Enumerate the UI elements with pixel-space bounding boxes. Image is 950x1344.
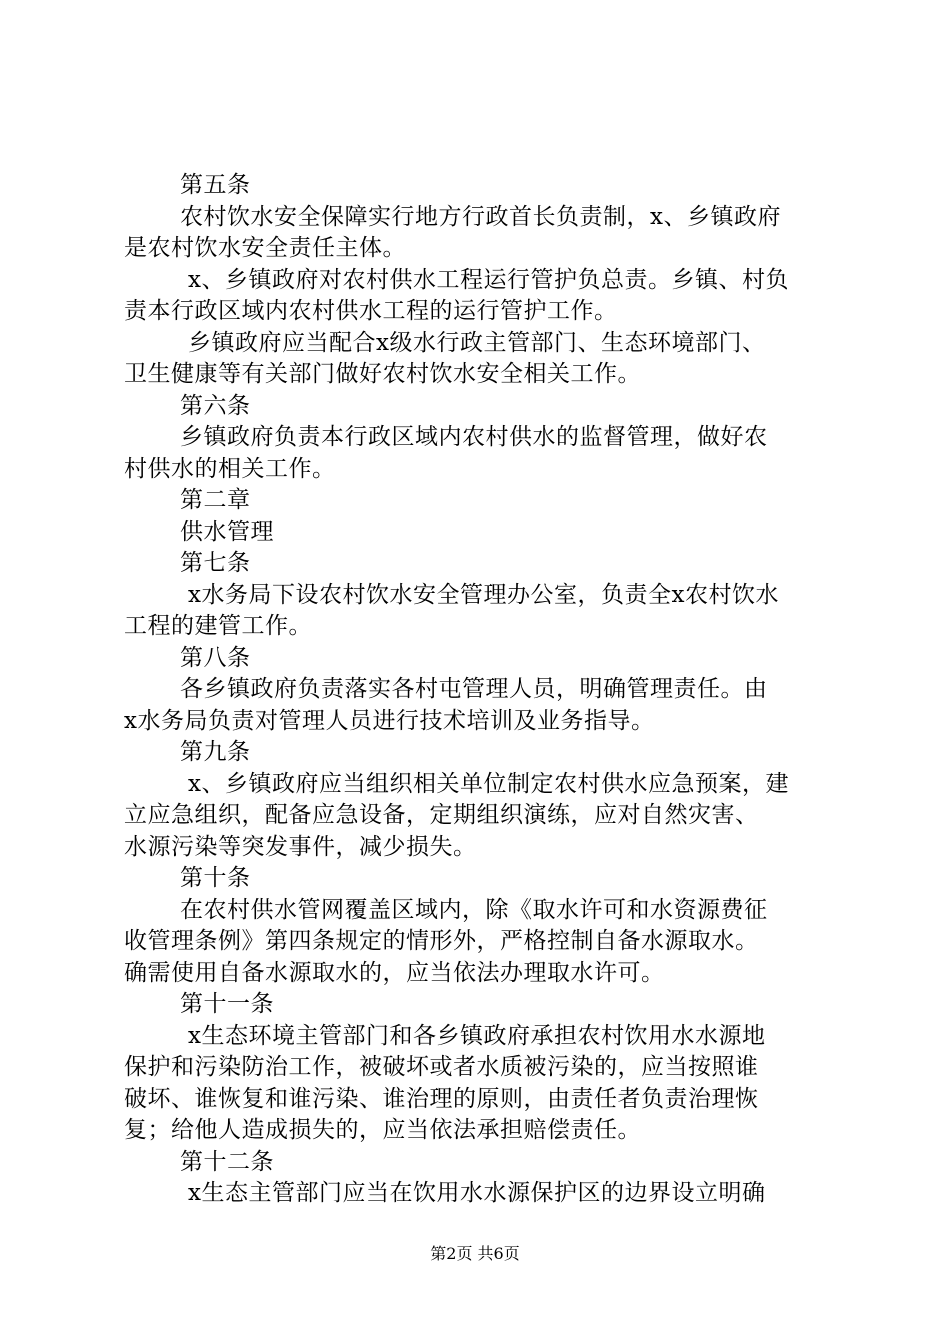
text-line: 工程的建管工作。 <box>124 613 312 639</box>
text-line: 乡镇政府应当配合x级水行政主管部门、生态环境部门、 <box>188 329 766 356</box>
text-line: 第九条 <box>180 739 251 765</box>
document-body <box>124 170 836 1210</box>
text-line: 确需使用自备水源取水的，应当依法办理取水许可。 <box>124 959 665 986</box>
text-line: 第十条 <box>180 865 251 891</box>
text-line: x水务局负责对管理人员进行技术培训及业务指导。 <box>124 707 655 734</box>
text-line: 破坏、谁恢复和谁污染、谁治理的原则，由责任者负责治理恢 <box>124 1085 759 1112</box>
text-line: x生态环境主管部门和各乡镇政府承担农村饮用水水源地 <box>188 1022 766 1049</box>
text-line: x、乡镇政府对农村供水工程运行管护负总责。乡镇、村负 <box>188 266 789 293</box>
text-line: 收管理条例》第四条规定的情形外，严格控制自备水源取水。 <box>124 928 759 954</box>
text-line: 第七条 <box>180 550 251 576</box>
text-line: 供水管理 <box>180 518 274 545</box>
text-line: 复；给他人造成损失的，应当依法承担赔偿责任。 <box>124 1117 641 1143</box>
text-line: 责本行政区域内农村供水工程的运行管护工作。 <box>124 298 618 324</box>
text-line: x水务局下设农村饮水安全管理办公室，负责全x农村饮水 <box>188 581 779 608</box>
text-line: 立应急组织，配备应急设备，定期组织演练，应对自然灾害、 <box>124 802 759 828</box>
page-footer: 第2页 共6页 <box>430 1244 520 1263</box>
text-line: 在农村供水管网覆盖区域内，除《取水许可和水资源费征 <box>180 896 768 923</box>
text-line: 是农村饮水安全责任主体。 <box>124 235 406 261</box>
text-line: 第五条 <box>180 172 251 198</box>
text-line: 第二章 <box>180 487 251 513</box>
text-line: 乡镇政府负责本行政区域内农村供水的监督管理，做好农 <box>180 424 768 450</box>
text-line: 第十一条 <box>180 991 274 1017</box>
text-line: x、乡镇政府应当组织相关单位制定农村供水应急预案，建 <box>188 770 789 797</box>
text-line: 卫生健康等有关部门做好农村饮水安全相关工作。 <box>124 361 641 387</box>
text-line: 第六条 <box>180 392 251 419</box>
text-line: 农村饮水安全保障实行地方行政首长负责制，x、乡镇政府 <box>180 203 781 230</box>
text-line: 保护和污染防治工作，被破坏或者水质被污染的，应当按照谁 <box>124 1054 759 1080</box>
text-line: 各乡镇政府负责落实各村屯管理人员，明确管理责任。由 <box>180 676 768 702</box>
text-line: 村供水的相关工作。 <box>124 455 336 482</box>
text-line: 水源污染等突发事件，减少损失。 <box>124 833 477 860</box>
text-line: 第十二条 <box>180 1148 274 1175</box>
text-line: x生态主管部门应当在饮用水水源保护区的边界设立明确 <box>188 1180 766 1206</box>
text-line: 第八条 <box>180 644 251 671</box>
